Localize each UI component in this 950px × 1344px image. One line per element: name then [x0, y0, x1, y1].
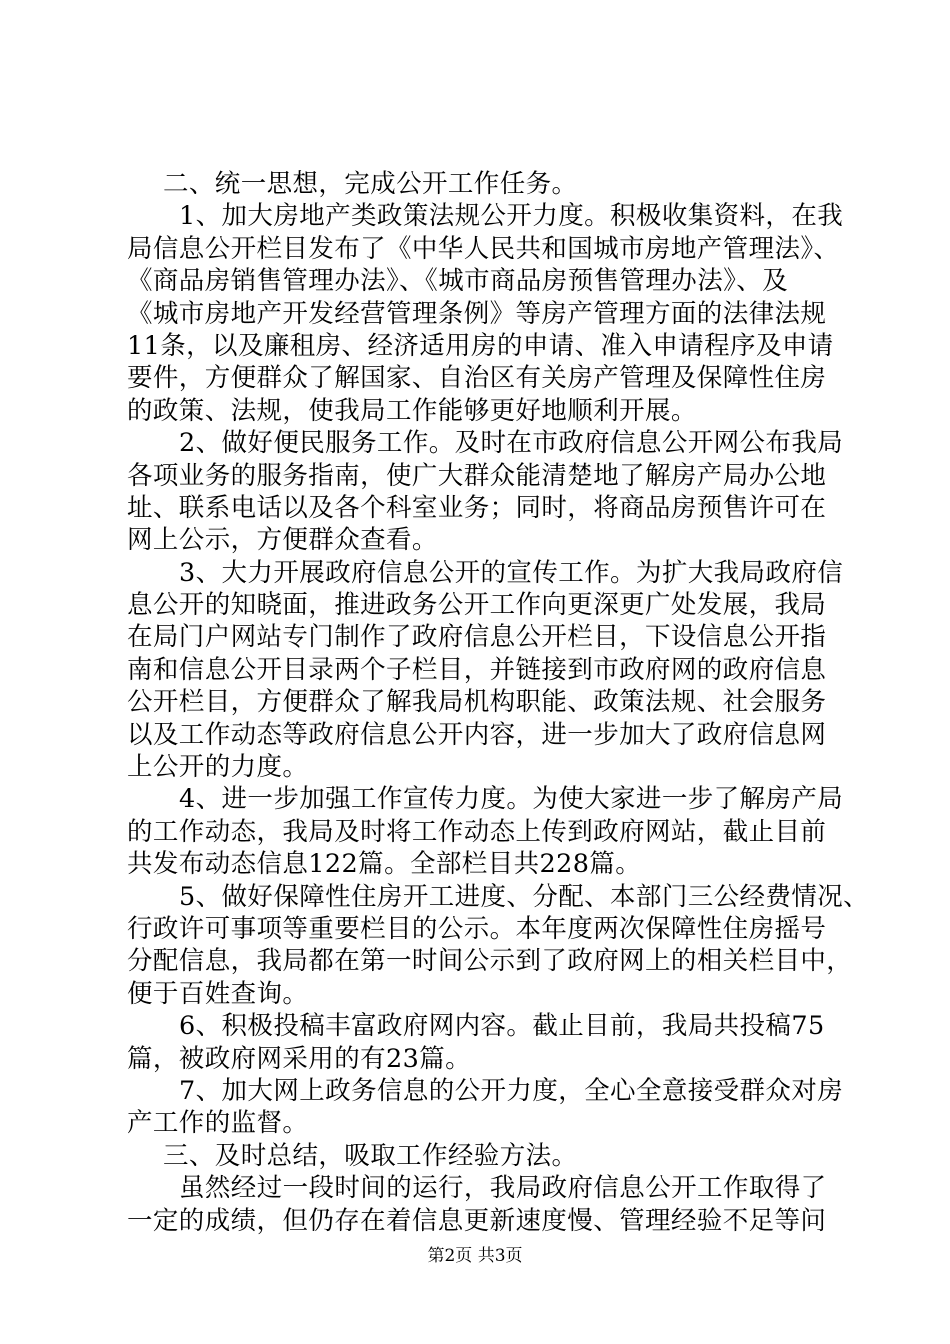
document-body — [127, 168, 870, 1237]
page-footer: 第2页 共3页 — [427, 1246, 523, 1266]
paragraph-line: 篇，被政府网采用的有23篇。 — [127, 1043, 472, 1074]
paragraph-line: 11条，以及廉租房、经济适用房的申请、准入申请程序及申请 — [127, 330, 834, 361]
paragraph-line: 的工作动态，我局及时将工作动态上传到政府网站，截止目前 — [127, 816, 827, 847]
paragraph-line: 《商品房销售管理办法》、《城市商品房预售管理办法》、及 — [127, 266, 789, 297]
paragraph-line: 4、进一步加强工作宣传力度。为使大家进一步了解房产局 — [179, 784, 844, 815]
paragraph-line: 一定的成绩，但仍存在着信息更新速度慢、管理经验不足等问 — [127, 1205, 827, 1236]
paragraph-line: 南和信息公开目录两个子栏目，并链接到市政府网的政府信息 — [127, 654, 827, 685]
paragraph-line: 息公开的知晓面，推进政务公开工作向更深更广处发展，我局 — [127, 590, 827, 621]
paragraph-line: 要件，方便群众了解国家、自治区有关房产管理及保障性住房 — [127, 363, 827, 394]
paragraph-line: 网上公示，方便群众查看。 — [127, 525, 438, 556]
paragraph-line: 6、积极投稿丰富政府网内容。截止目前，我局共投稿75 — [179, 1011, 825, 1042]
paragraph-line: 以及工作动态等政府信息公开内容，进一步加大了政府信息网 — [127, 719, 827, 750]
paragraph-line: 共发布动态信息122篇。全部栏目共228篇。 — [127, 849, 642, 880]
paragraph-line: 3、大力开展政府信息公开的宣传工作。为扩大我局政府信 — [179, 557, 844, 588]
paragraph-line: 2、做好便民服务工作。及时在市政府信息公开网公布我局 — [179, 428, 844, 459]
paragraph-line: 7、加大网上政务信息的公开力度，全心全意接受群众对房 — [179, 1075, 844, 1106]
paragraph-line: 便于百姓查询。 — [127, 978, 309, 1009]
paragraph-line: 的政策、法规，使我局工作能够更好地顺利开展。 — [127, 395, 697, 426]
paragraph-line: 址、联系电话以及各个科室业务；同时，将商品房预售许可在 — [127, 492, 827, 523]
paragraph-line: 各项业务的服务指南，使广大群众能清楚地了解房产局办公地 — [127, 460, 827, 491]
paragraph-line: 5、做好保障性住房开工进度、分配、本部门三公经费情况、 — [179, 881, 870, 912]
section-heading: 二、统一思想，完成公开工作任务。 — [163, 169, 578, 199]
paragraph-line: 在局门户网站专门制作了政府信息公开栏目，下设信息公开指 — [127, 622, 827, 653]
paragraph-line: 《城市房地产开发经营管理条例》等房产管理方面的法律法规 — [127, 298, 827, 329]
paragraph-line: 虽然经过一段时间的运行，我局政府信息公开工作取得了 — [179, 1173, 827, 1204]
paragraph-line: 行政许可事项等重要栏目的公示。本年度两次保障性住房摇号 — [127, 913, 827, 944]
paragraph-line: 公开栏目，方便群众了解我局机构职能、政策法规、社会服务 — [127, 687, 827, 718]
paragraph-line: 分配信息，我局都在第一时间公示到了政府网上的相关栏目中， — [127, 946, 853, 977]
paragraph-line: 1、加大房地产类政策法规公开力度。积极收集资料，在我 — [179, 201, 844, 232]
paragraph-line: 产工作的监督。 — [127, 1108, 309, 1139]
paragraph-line: 上公开的力度。 — [127, 752, 309, 783]
section-heading: 三、及时总结，吸取工作经验方法。 — [163, 1140, 578, 1171]
paragraph-line: 局信息公开栏目发布了《中华人民共和国城市房地产管理法》、 — [127, 233, 840, 264]
